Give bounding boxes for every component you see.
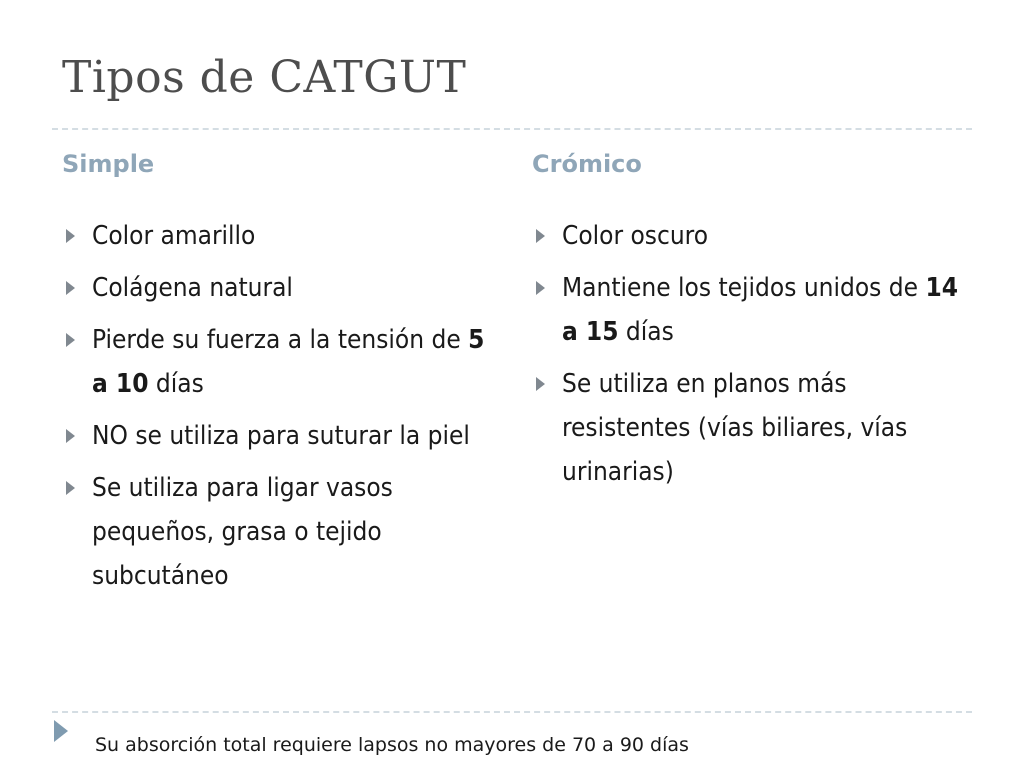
triangle-right-icon [66, 281, 75, 295]
slide-title: Tipos de CATGUT [62, 52, 467, 103]
bullet-item [62, 214, 502, 258]
bullet-item [62, 318, 502, 406]
column-heading-simple: Simple [62, 150, 155, 178]
triangle-right-icon [66, 333, 75, 347]
bullet-text-after: días [618, 317, 674, 347]
title-divider [52, 128, 972, 130]
bullet-item [532, 362, 972, 494]
bullet-text: Color amarillo [92, 221, 256, 251]
triangle-right-icon [536, 281, 545, 295]
footer-divider [52, 711, 972, 713]
triangle-right-icon [66, 429, 75, 443]
bullet-bold-text: 5 a 10 [92, 325, 485, 399]
triangle-right-icon [536, 377, 545, 391]
footer-triangle-icon [54, 720, 68, 742]
bullet-item [62, 414, 502, 458]
bullet-text: Mantiene los tejidos unidos de [562, 273, 926, 303]
triangle-right-icon [536, 229, 545, 243]
bullet-item [62, 466, 502, 598]
bullet-text: Color oscuro [562, 221, 709, 251]
column-heading-cromico: Crómico [532, 150, 642, 178]
bullet-item [532, 266, 972, 354]
bullet-text: Pierde su fuerza a la tensión de [92, 325, 469, 355]
triangle-right-icon [66, 229, 75, 243]
bullet-text: Se utiliza para ligar vasos pequeños, grasa o tejido subcutáneo [92, 473, 393, 591]
simple-bullet-list [62, 214, 502, 606]
bullet-text-after: días [148, 369, 204, 399]
bullet-item [62, 266, 502, 310]
bullet-item [532, 214, 972, 258]
bullet-text: Colágena natural [92, 273, 293, 303]
bullet-text: NO se utiliza para suturar la piel [92, 421, 470, 451]
triangle-right-icon [66, 481, 75, 495]
bullet-text: Se utiliza en planos más resistentes (vías biliares, vías urinarias) [562, 369, 908, 487]
cromico-bullet-list [532, 214, 972, 502]
footer-note: Su absorción total requiere lapsos no mayores de 70 a 90 días [95, 734, 689, 756]
bullet-bold-text: 14 a 15 [562, 273, 958, 347]
